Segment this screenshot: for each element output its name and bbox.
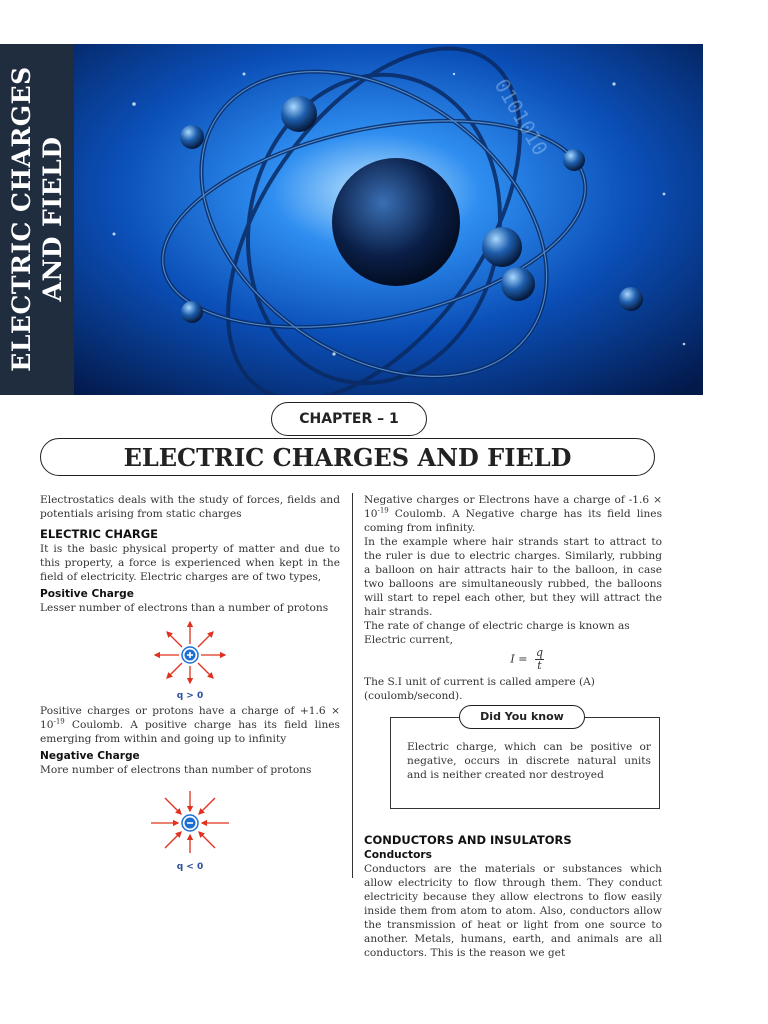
negative-diagram-label: q < 0 (176, 862, 204, 872)
svg-text:0101010: 0101010 (489, 74, 553, 160)
hair-example-paragraph: In the example where hair strands start to attract to the ruler is due to electric charges. Similarly, rubbing a balloon on hair attracts hair to the balloon, in case two balloons are simultaneously rubbed, the balloons will start to repel each other, but they will attract the hair strands. (364, 536, 662, 618)
neg-desc-part1: Negative charges or Electrons have a charge of -1.6 × 10 (364, 494, 662, 520)
side-title-strip (0, 44, 74, 395)
left-column (40, 493, 340, 873)
did-you-know-text: Electric charge, which can be positive or negative, occurs in discrete natural units and is neither created nor destroyed (407, 741, 651, 781)
column-divider (352, 493, 353, 878)
formula-fraction (535, 647, 544, 672)
electric-charge-heading: ELECTRIC CHARGE (40, 527, 159, 541)
did-you-know-box (390, 710, 660, 809)
negative-charge-description (364, 493, 662, 535)
page-title: ELECTRIC CHARGES AND FIELD (40, 438, 655, 476)
conductors-text: Conductors are the materials or substances which allow electricity to flow through them. They conduct electricity because they allow electrons to flow easily inside them from atom to atom. Also, conductors allow the transmission of heat or light from one source to another. Metals, humans, earth, and animals are all conductors. This is the reason we get (364, 863, 662, 959)
side-title-line1: ELECTRIC CHARGES (7, 66, 36, 372)
neg-desc-exponent: -19 (377, 506, 389, 515)
atom-hero-image (74, 44, 703, 395)
positive-charge-heading: Positive Charge (40, 588, 134, 600)
intro-paragraph: Electrostatics deals with the study of forces, fields and potentials arising from static charges (40, 494, 340, 520)
electric-charge-text: It is the basic physical property of matter and due to this property, a force is experienced when kept in the field of electricity. Electric charges are of two types, (40, 543, 340, 583)
did-you-know-label: Did You know (459, 705, 585, 729)
right-column (364, 493, 662, 960)
positive-desc-part2: Coulomb. A positive charge has its field lines emerging from within and going up to infinity (40, 719, 340, 745)
positive-charge-text: Lesser number of electrons than a number of protons (40, 602, 329, 614)
si-unit-text: The S.I unit of current is called ampere (A) (coulomb/second). (364, 676, 595, 702)
positive-diagram-label: q > 0 (176, 691, 204, 701)
conductors-subheading: Conductors (364, 849, 432, 861)
negative-charge-text: More number of electrons than number of protons (40, 764, 312, 776)
chapter-label: CHAPTER – 1 (271, 402, 427, 436)
current-formula (364, 647, 662, 675)
positive-desc-exponent: -19 (53, 717, 65, 726)
positive-charge-description (40, 704, 340, 746)
positive-desc-part1: Positive charges or protons have a charge of +1.6 × 10 (40, 705, 340, 731)
chapter-banner (0, 44, 703, 395)
electric-current-definition: The rate of change of electric charge is known as Electric current, (364, 620, 630, 646)
conductors-insulators-heading: CONDUCTORS AND INSULATORS (364, 833, 572, 847)
neg-desc-part2: Coulomb. A Negative charge has its field lines coming from infinity. (364, 508, 662, 534)
formula-denominator: t (537, 659, 542, 672)
formula-lhs: I = (510, 652, 528, 666)
formula-numerator: q (535, 646, 543, 659)
negative-charge-diagram (145, 787, 235, 873)
negative-charge-heading: Negative Charge (40, 750, 140, 762)
positive-charge-diagram (145, 619, 235, 701)
side-title (6, 66, 68, 371)
side-title-line2: AND FIELD (38, 136, 67, 302)
